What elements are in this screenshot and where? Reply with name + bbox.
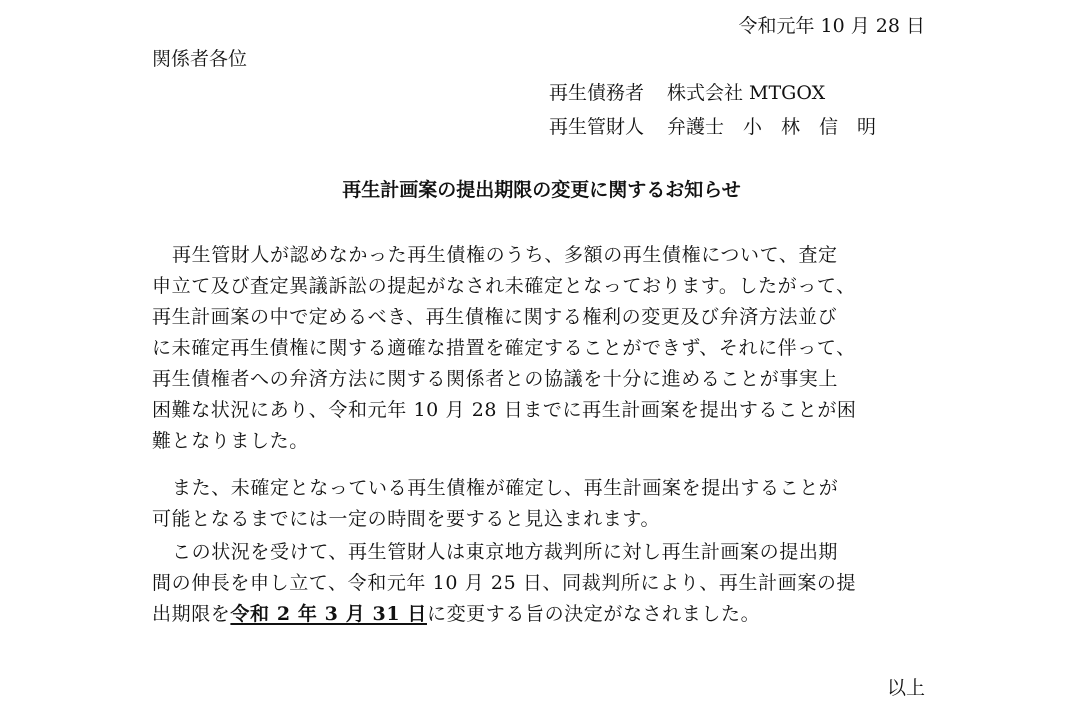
line-text: に変更する旨の決定がなされました。 (426, 603, 761, 625)
paragraph-line: 申立て及び査定異議訴訟の提起がなされ未確定となっております。したがって、 (152, 275, 856, 297)
sender-role: 再生管財人 (549, 116, 645, 138)
body-paragraph (152, 240, 932, 457)
sender-debtor (549, 81, 825, 105)
sender-trustee (549, 115, 876, 139)
body-paragraph (152, 537, 932, 630)
paragraph-line: この状況を受けて、再生管財人は東京地方裁判所に対し再生計画案の提出期 (172, 541, 839, 563)
closing-remark: 以上 (886, 677, 925, 699)
sender-role: 再生債務者 (549, 82, 645, 104)
paragraph-line: 再生管財人が認めなかった再生債権のうち、多額の再生債権について、査定 (172, 244, 838, 266)
new-deadline-emphasis: 令和 2 年 3 月 31 日 (230, 603, 427, 625)
body-paragraph (152, 473, 932, 535)
paragraph-line: 再生計画案の中で定めるべき、再生債権に関する権利の変更及び弁済方法並び (152, 306, 838, 328)
paragraph-line: に未確定再生債権に関する適確な措置を確定することができず、それに伴って、 (152, 337, 856, 359)
line-text: 出期限を (152, 603, 231, 625)
sender-name: 株式会社 MTGOX (667, 82, 826, 104)
paragraph-line: 間の伸長を申し立て、令和元年 10 月 25 日、同裁判所により、再生計画案の提 (152, 572, 857, 594)
addressee: 関係者各位 (152, 48, 248, 70)
document-date: 令和元年 10 月 28 日 (738, 15, 925, 37)
paragraph-line: また、未確定となっている再生債権が確定し、再生計画案を提出することが (172, 477, 839, 499)
document-title: 再生計画案の提出期限の変更に関するお知らせ (342, 179, 741, 201)
paragraph-line: 可能となるまでには一定の時間を要すると見込まれます。 (152, 508, 661, 530)
paragraph-line: 難となりました。 (152, 430, 309, 452)
paragraph-line (152, 599, 932, 630)
paragraph-line: 困難な状況にあり、令和元年 10 月 28 日までに再生計画案を提出することが困 (152, 399, 857, 421)
sender-name: 弁護士 小 林 信 明 (667, 116, 877, 138)
paragraph-line: 再生債権者への弁済方法に関する関係者との協議を十分に進めることが事実上 (152, 368, 839, 390)
